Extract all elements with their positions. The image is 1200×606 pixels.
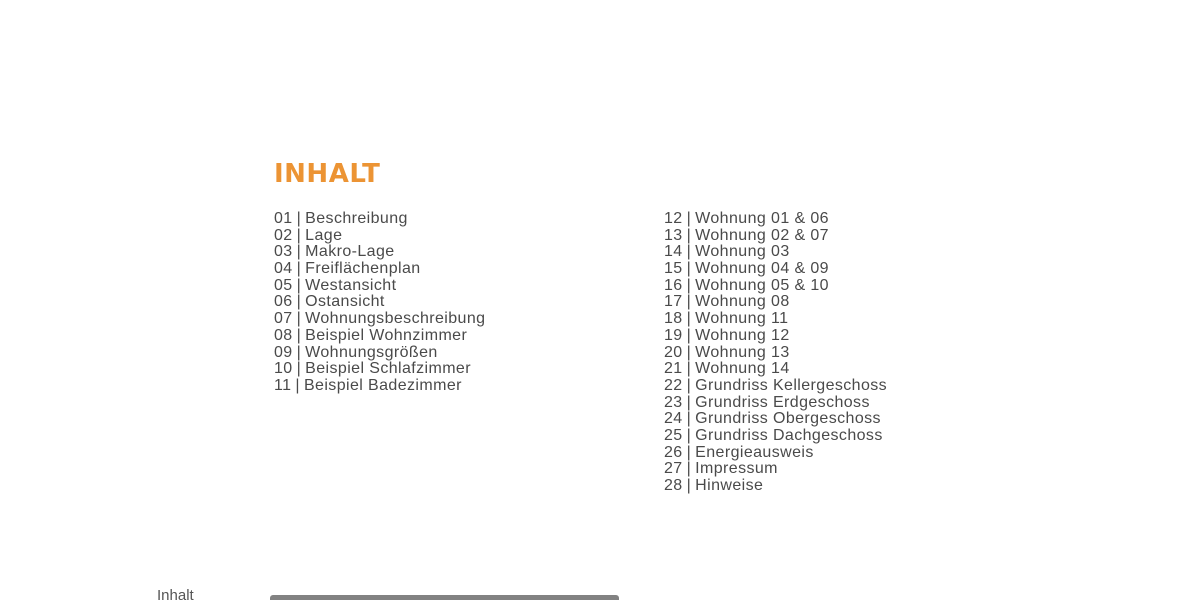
toc-item-label: Wohnung 01 & 06: [695, 210, 829, 227]
toc-item-separator: |: [295, 376, 300, 394]
toc-item-label: Wohnung 05 & 10: [695, 276, 829, 294]
toc-column-left: [274, 211, 485, 395]
toc-item-separator: |: [686, 410, 692, 428]
toc-item-separator: |: [686, 376, 692, 394]
toc-item-number: 08: [274, 326, 293, 344]
toc-item-label: Wohnung 04 & 09: [695, 260, 829, 278]
toc-item-28[interactable]: [664, 478, 887, 495]
toc-item-separator: |: [686, 310, 692, 328]
toc-item-04[interactable]: [274, 261, 485, 278]
toc-item-number: 03: [274, 243, 293, 261]
toc-item-25[interactable]: [664, 428, 887, 445]
toc-item-separator: |: [296, 326, 302, 344]
toc-item-19[interactable]: [664, 328, 887, 345]
toc-item-27[interactable]: [664, 461, 887, 478]
toc-item-16[interactable]: [664, 278, 887, 295]
toc-item-number: 22: [664, 376, 683, 394]
toc-item-03[interactable]: [274, 244, 485, 261]
toc-item-number: 05: [274, 276, 293, 294]
toc-item-14[interactable]: [664, 244, 887, 261]
toc-item-separator: |: [686, 226, 692, 244]
toc-item-number: 18: [664, 310, 683, 328]
toc-item-09[interactable]: [274, 345, 485, 362]
toc-item-number: 02: [274, 226, 293, 244]
toc-item-number: 14: [664, 243, 683, 261]
toc-item-number: 23: [664, 393, 683, 411]
toc-item-label: Wohnungsbeschreibung: [305, 310, 486, 328]
toc-item-01[interactable]: [274, 211, 485, 228]
toc-item-label: Freiflächenplan: [305, 260, 421, 278]
toc-item-separator: |: [686, 243, 692, 261]
toc-item-separator: |: [296, 243, 302, 261]
toc-item-11[interactable]: [274, 378, 485, 395]
toc-item-label: Wohnung 12: [695, 326, 790, 344]
toc-item-separator: |: [296, 276, 302, 294]
toc-item-label: Grundriss Kellergeschoss: [695, 376, 888, 394]
toc-item-number: 07: [274, 310, 293, 328]
toc-item-separator: |: [686, 360, 692, 378]
toc-item-separator: |: [686, 293, 692, 311]
toc-item-number: 09: [274, 343, 293, 361]
toc-item-number: 16: [664, 276, 683, 294]
toc-item-separator: |: [686, 393, 692, 411]
toc-item-label: Wohnung 02 & 07: [695, 226, 829, 244]
toc-item-26[interactable]: [664, 445, 887, 462]
toc-item-number: 11: [274, 376, 292, 394]
toc-item-separator: |: [296, 343, 302, 361]
toc-item-number: 15: [664, 260, 683, 278]
toc-item-label: Grundriss Dachgeschoss: [695, 426, 883, 444]
toc-item-label: Wohnungsgrößen: [305, 343, 438, 361]
reading-progress-bar: [270, 595, 619, 600]
toc-item-label: Beschreibung: [305, 210, 408, 227]
toc-item-label: Wohnung 13: [695, 343, 790, 361]
toc-item-label: Energieausweis: [695, 443, 814, 461]
toc-item-10[interactable]: [274, 361, 485, 378]
toc-item-24[interactable]: [664, 411, 887, 428]
toc-item-separator: |: [686, 343, 692, 361]
toc-item-separator: |: [686, 460, 692, 478]
toc-item-separator: |: [296, 260, 302, 278]
toc-item-12[interactable]: [664, 211, 887, 228]
toc-item-02[interactable]: [274, 228, 485, 245]
toc-item-separator: |: [686, 260, 692, 278]
toc-item-separator: |: [296, 293, 302, 311]
toc-item-number: 04: [274, 260, 293, 278]
toc-item-number: 27: [664, 460, 683, 478]
toc-item-separator: |: [686, 443, 692, 461]
toc-item-label: Beispiel Badezimmer: [303, 376, 462, 394]
toc-item-20[interactable]: [664, 345, 887, 362]
toc-item-separator: |: [686, 426, 692, 444]
footer-section-label: Inhalt: [157, 587, 194, 604]
toc-item-label: Wohnung 03: [695, 243, 790, 261]
toc-item-separator: |: [686, 326, 692, 344]
toc-item-number: 13: [664, 226, 683, 244]
reading-progress-fill: [270, 595, 619, 600]
toc-item-separator: |: [686, 276, 692, 294]
toc-item-number: 19: [664, 326, 683, 344]
toc-item-number: 24: [664, 410, 683, 428]
toc-item-18[interactable]: [664, 311, 887, 328]
toc-item-separator: |: [296, 310, 302, 328]
toc-item-label: Lage: [305, 226, 343, 244]
toc-item-label: Makro-Lage: [305, 243, 395, 261]
toc-item-label: Wohnung 11: [695, 310, 789, 328]
toc-item-label: Wohnung 08: [695, 293, 790, 311]
toc-item-separator: |: [686, 210, 692, 227]
toc-item-separator: |: [686, 477, 692, 494]
toc-item-06[interactable]: [274, 294, 485, 311]
toc-item-07[interactable]: [274, 311, 485, 328]
toc-item-label: Hinweise: [695, 477, 764, 494]
toc-item-08[interactable]: [274, 328, 485, 345]
toc-item-number: 21: [664, 360, 683, 378]
toc-item-number: 20: [664, 343, 683, 361]
toc-item-label: Wohnung 14: [695, 360, 790, 378]
toc-item-22[interactable]: [664, 378, 887, 395]
toc-item-label: Ostansicht: [305, 293, 385, 311]
toc-item-23[interactable]: [664, 395, 887, 412]
toc-column-right: [664, 211, 887, 495]
toc-item-label: Beispiel Wohnzimmer: [305, 326, 468, 344]
toc-item-17[interactable]: [664, 294, 887, 311]
toc-item-number: 01: [274, 210, 293, 227]
toc-item-number: 28: [664, 477, 683, 494]
toc-item-label: Impressum: [695, 460, 778, 478]
page-title: INHALT: [274, 159, 381, 189]
toc-item-number: 26: [664, 443, 683, 461]
toc-item-05[interactable]: [274, 278, 485, 295]
toc-item-number: 10: [274, 360, 293, 378]
toc-item-label: Grundriss Erdgeschoss: [695, 393, 870, 411]
toc-item-separator: |: [296, 210, 302, 227]
toc-item-label: Beispiel Schlafzimmer: [305, 360, 471, 378]
toc-item-13[interactable]: [664, 228, 887, 245]
toc-item-number: 17: [664, 293, 683, 311]
toc-item-separator: |: [296, 226, 302, 244]
toc-item-label: Westansicht: [305, 276, 397, 294]
toc-item-number: 06: [274, 293, 293, 311]
toc-item-number: 12: [664, 210, 683, 227]
toc-item-15[interactable]: [664, 261, 887, 278]
toc-item-number: 25: [664, 426, 683, 444]
toc-item-label: Grundriss Obergeschoss: [695, 410, 881, 428]
toc-item-separator: |: [296, 360, 302, 378]
toc-item-21[interactable]: [664, 361, 887, 378]
